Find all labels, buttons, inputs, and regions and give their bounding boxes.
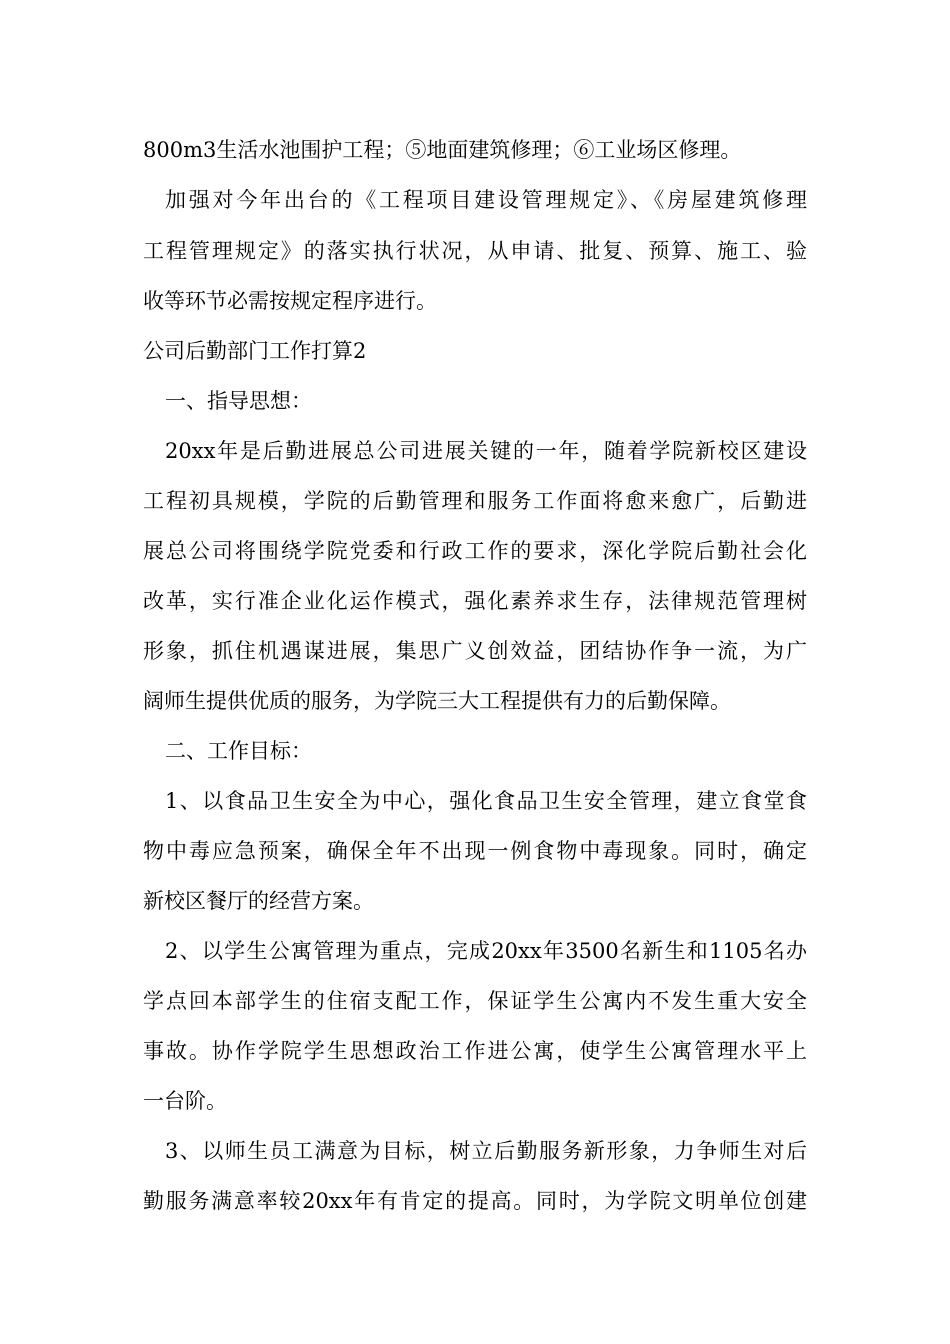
text-line-20: 一台阶。 [143,1089,227,1113]
text-line-14: 1、以食品卫生安全为中心，强化食品卫生安全管理，建立食堂食 [165,789,807,813]
text-line-10: 改革，实行准企业化运作模式，强化素养求生存，法律规范管理树 [143,589,807,613]
text-line-18: 学点回本部学生的住宿支配工作，保证学生公寓内不发生重大安全 [143,989,807,1013]
text-line-22: 勤服务满意率较20xx年有肯定的提高。同时，为学院文明单位创建 [143,1189,807,1213]
heading-work-goals: 二、工作目标： [165,739,312,763]
text-line-7: 20xx年是后勤进展总公司进展关键的一年，随着学院新校区建设 [165,439,807,463]
section-heading: 公司后勤部门工作打算2 [143,339,367,363]
text-line-11: 形象，抓住机遇谋进展，集思广义创效益，团结协作争一流，为广 [143,639,807,663]
text-line-17: 2、以学生公寓管理为重点，完成20xx年3500名新生和1105名办 [165,939,807,963]
text-line-1: 800m3生活水池围护工程；⑤地面建筑修理；⑥工业场区修理。 [143,138,742,162]
text-line-3: 工程管理规定》的落实执行状况，从申请、批复、预算、施工、验 [143,239,807,263]
text-line-12: 阔师生提供优质的服务，为学院三大工程提供有力的后勤保障。 [143,689,731,713]
text-line-8: 工程初具规模，学院的后勤管理和服务工作面将愈来愈广，后勤进 [143,489,807,513]
text-line-19: 事故。协作学院学生思想政治工作进公寓，使学生公寓管理水平上 [143,1039,807,1063]
text-line-21: 3、以师生员工满意为目标，树立后勤服务新形象，力争师生对后 [165,1139,807,1163]
text-line-15: 物中毒应急预案，确保全年不出现一例食物中毒现象。同时，确定 [143,839,807,863]
text-line-16: 新校区餐厅的经营方案。 [143,889,374,913]
text-line-4: 收等环节必需按规定程序进行。 [143,289,437,313]
text-line-9: 展总公司将围绕学院党委和行政工作的要求，深化学院后勤社会化 [143,539,807,563]
heading-guiding-ideology: 一、指导思想： [165,389,312,413]
text-line-2: 加强对今年出台的《工程项目建设管理规定》、《房屋建筑修理 [165,188,807,212]
